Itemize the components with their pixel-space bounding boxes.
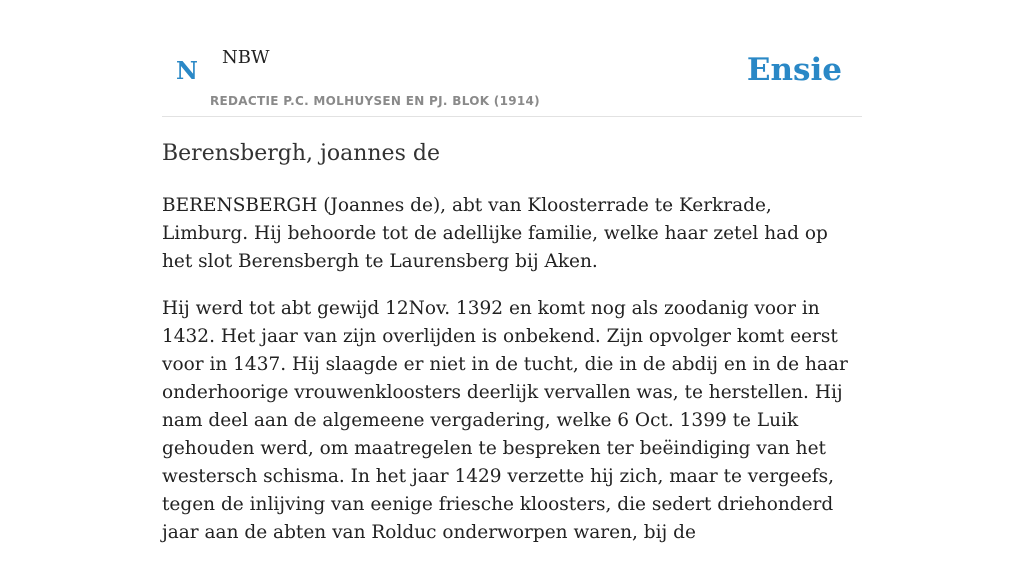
article-paragraph: BERENSBERGH (Joannes de), abt van Kloosterrade te Kerkrade, Limburg. Hij behoorde tot de adellijke familie, welke haar zetel had op het slot Berensbergh te Laurensberg bij Aken. [162,195,828,272]
source-subtitle: REDACTIE P.C. MOLHUYSEN EN PJ. BLOK (1914) [210,94,540,108]
site-header [162,0,862,117]
article-paragraph: Hij werd tot abt gewijd 12Nov. 1392 en komt nog als zoodanig voor in 1432. Het jaar van zijn overlijden is onbekend. Zijn opvolger komt eerst voor in 1437. Hij slaagde er niet in de tucht, die in de abdij en in de haar onderhoorige vrouwenkloosters deerlijk vervallen was, te herstellen. Hij nam deel aan de algemeene vergadering, welke 6 Oct. 1399 te Luik gehouden werd, om maatregelen te bespreken ter beëindiging van het westersch schisma. In het jaar 1429 verzette hij zich, maar te vergeefs, tegen de inlijving van eenige friesche kloosters, die sedert driehonderd jaar aan de abten van Rolduc onderworpen waren, bij de [162,298,848,543]
article-body [162,192,862,566]
source-name-link[interactable]: NBW [222,47,270,68]
article-title: Berensbergh, joannes de [162,141,440,166]
ensie-logo-link[interactable]: Ensie [746,52,842,88]
source-logo[interactable]: N [176,56,198,85]
